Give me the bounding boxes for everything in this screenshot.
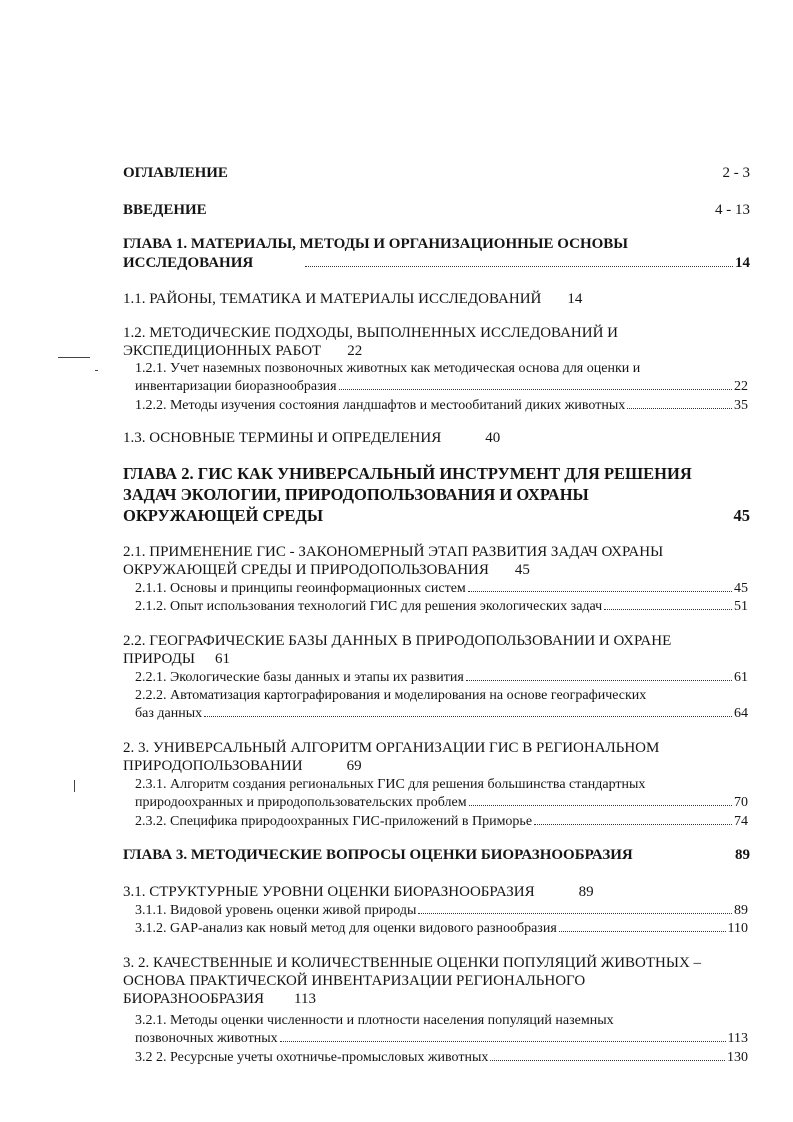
entry-title: БИОРАЗНООБРАЗИЯ [123,991,265,1007]
entry-title: 2.1.2. Опыт использования технологий ГИС для решения экологических задач [135,599,603,614]
entry-page: 61 [734,670,748,685]
toc-entry-3-2-2[interactable] [135,1049,748,1067]
leader-dots [466,680,732,681]
toc-entry-2-2[interactable] [123,650,750,668]
entry-page: 110 [727,921,748,936]
leader-dots [490,1060,725,1061]
section-2-2-line1[interactable]: 2.2. ГЕОГРАФИЧЕСКИЕ БАЗЫ ДАННЫХ В ПРИРОДОПОЛЬЗОВАНИИ И ОХРАНЕ [123,633,672,649]
section-1-2-line1[interactable]: 1.2. МЕТОДИЧЕСКИЕ ПОДХОДЫ, ВЫПОЛНЕННЫХ ИССЛЕДОВАНИЙ И [123,325,618,341]
leader-dots [339,389,732,390]
entry-title: позвоночных животных [135,1031,278,1046]
entry-title: 3.1.1. Видовой уровень оценки живой природы [135,903,417,918]
entry-title: 2.1.1. Основы и принципы геоинформационных систем [135,581,466,596]
subsection-2-2-2-line1[interactable]: 2.2.2. Автоматизация картографирования и моделирования на основе географических [135,688,647,703]
entry-title: баз данных [135,706,203,721]
toc-entry-intro[interactable] [123,201,750,219]
toc-entry-2-3[interactable] [123,757,750,775]
entry-page: 64 [734,706,748,721]
entry-page: 89 [735,847,750,863]
entry-title: ВВЕДЕНИЕ [123,202,207,218]
leader-dots [204,716,732,717]
toc-entry-2-3-2[interactable] [135,813,748,831]
subsection-1-2-1-line1[interactable]: 1.2.1. Учет наземных позвоночных животных как методическая основа для оценки и [135,361,641,376]
chapter-1-title-line1[interactable]: ГЛАВА 1. МАТЕРИАЛЫ, МЕТОДЫ И ОРГАНИЗАЦИОННЫЕ ОСНОВЫ [123,236,629,252]
entry-title: ОКРУЖАЮЩЕЙ СРЕДЫ [123,506,324,525]
entry-page: 4 - 13 [715,202,750,218]
entry-page: 35 [734,398,748,413]
section-2-1-line1[interactable]: 2.1. ПРИМЕНЕНИЕ ГИС - ЗАКОНОМЕРНЫЙ ЭТАП РАЗВИТИЯ ЗАДАЧ ОХРАНЫ [123,544,664,560]
entry-title: 3.2 2. Ресурсные учеты охотничье-промысловых животных [135,1050,489,1065]
toc-entry-2-2-1[interactable] [135,669,748,687]
toc-entry-contents[interactable] [123,164,750,182]
toc-entry-3-1-2[interactable] [135,920,748,938]
entry-page: 130 [727,1050,748,1065]
entry-title: 1.2.2. Методы изучения состояния ландшафтов и местообитаний диких животных [135,398,626,413]
entry-page: 61 [214,651,230,667]
entry-title: ЭКСПЕДИЦИОННЫХ РАБОТ [123,343,322,359]
entry-page: 69 [346,758,362,774]
subsection-2-3-1-line1[interactable]: 2.3.1. Алгоритм создания региональных ГИС для решения большинства стандартных [135,777,646,792]
entry-page: 51 [734,599,748,614]
toc-entry-2-2-2[interactable] [135,705,748,723]
toc-entry-chapter-1[interactable] [123,254,750,272]
entry-page: 45 [733,506,750,525]
leader-dots [418,913,732,914]
entry-page: 89 [578,884,594,900]
toc-entry-3-1-1[interactable] [135,902,748,920]
toc-entry-chapter-2[interactable] [123,506,750,526]
toc-entry-3-2[interactable] [123,990,750,1008]
entry-page: 2 - 3 [722,165,750,181]
toc-entry-1-2-2[interactable] [135,397,748,415]
leader-dots [469,805,732,806]
entry-title: ОКРУЖАЮЩЕЙ СРЕДЫ И ПРИРОДОПОЛЬЗОВАНИЯ [123,562,489,578]
section-3-2-line1[interactable]: 3. 2. КАЧЕСТВЕННЫЕ И КОЛИЧЕСТВЕННЫЕ ОЦЕНКИ ПОПУЛЯЦИЙ ЖИВОТНЫХ – [123,955,702,971]
entry-title: ИССЛЕДОВАНИЯ [123,255,254,271]
toc-entry-2-1-2[interactable] [135,598,748,616]
entry-title: 1.3. ОСНОВНЫЕ ТЕРМИНЫ И ОПРЕДЕЛЕНИЯ [123,430,442,446]
entry-page: 14 [567,291,583,307]
entry-title: инвентаризации биоразнообразия [135,379,337,394]
leader-dots [559,931,726,932]
scan-mark [74,780,75,792]
entry-page: 22 [347,343,363,359]
toc-entry-2-1[interactable] [123,561,750,579]
toc-entry-1-1[interactable] [123,290,750,308]
entry-title: 3.1.2. GAP-анализ как новый метод для оценки видового разнообразия [135,921,557,936]
entry-title: ОГЛАВЛЕНИЕ [123,165,228,181]
entry-page: 74 [734,814,748,829]
entry-title: ГЛАВА 3. МЕТОДИЧЕСКИЕ ВОПРОСЫ ОЦЕНКИ БИОРАЗНООБРАЗИЯ [123,847,633,863]
entry-title: ПРИРОДЫ [123,651,195,667]
entry-page: 113 [294,991,316,1007]
scan-mark [95,370,98,371]
toc-entry-1-3[interactable] [123,429,750,447]
toc-entry-2-1-1[interactable] [135,580,748,598]
leader-dots [305,266,733,267]
entry-title: 1.1. РАЙОНЫ, ТЕМАТИКА И МАТЕРИАЛЫ ИССЛЕДОВАНИЙ [123,291,542,307]
leader-dots [280,1041,726,1042]
toc-entry-3-1[interactable] [123,883,750,901]
entry-page: 45 [514,562,530,578]
toc-entry-1-2-1[interactable] [135,378,748,396]
entry-page: 14 [735,255,750,271]
chapter-2-title-line2[interactable]: ЗАДАЧ ЭКОЛОГИИ, ПРИРОДОПОЛЬЗОВАНИЯ И ОХРАНЫ [123,485,589,504]
entry-page: 40 [485,430,501,446]
entry-title: ПРИРОДОПОЛЬЗОВАНИИ [123,758,303,774]
section-3-2-line2[interactable]: ОСНОВА ПРАКТИЧЕСКОЙ ИНВЕНТАРИЗАЦИИ РЕГИОНАЛЬНОГО [123,973,586,989]
chapter-2-title-line1[interactable]: ГЛАВА 2. ГИС КАК УНИВЕРСАЛЬНЫЙ ИНСТРУМЕНТ ДЛЯ РЕШЕНИЯ [123,464,692,483]
entry-page: 89 [734,903,748,918]
section-2-3-line1[interactable]: 2. 3. УНИВЕРСАЛЬНЫЙ АЛГОРИТМ ОРГАНИЗАЦИИ ГИС В РЕГИОНАЛЬНОМ [123,740,660,756]
toc-entry-3-2-1[interactable] [135,1030,748,1048]
leader-dots [604,609,732,610]
entry-title: 3.1. СТРУКТУРНЫЕ УРОВНИ ОЦЕНКИ БИОРАЗНООБРАЗИЯ [123,884,535,900]
leader-dots [627,408,732,409]
entry-page: 113 [727,1031,748,1046]
entry-title: 2.3.2. Специфика природоохранных ГИС-приложений в Приморье [135,814,533,829]
entry-page: 45 [734,581,748,596]
toc-entry-1-2[interactable] [123,342,750,360]
entry-page: 22 [734,379,748,394]
scan-mark [58,357,90,358]
leader-dots [534,824,732,825]
subsection-3-2-1-line1[interactable]: 3.2.1. Методы оценки численности и плотности населения популяций наземных [135,1013,614,1028]
toc-entry-chapter-3[interactable] [123,846,750,864]
entry-title: 2.2.1. Экологические базы данных и этапы их развития [135,670,464,685]
entry-title: природоохранных и природопользовательских проблем [135,795,467,810]
leader-dots [468,591,732,592]
entry-page: 70 [734,795,748,810]
toc-entry-2-3-1[interactable] [135,794,748,812]
